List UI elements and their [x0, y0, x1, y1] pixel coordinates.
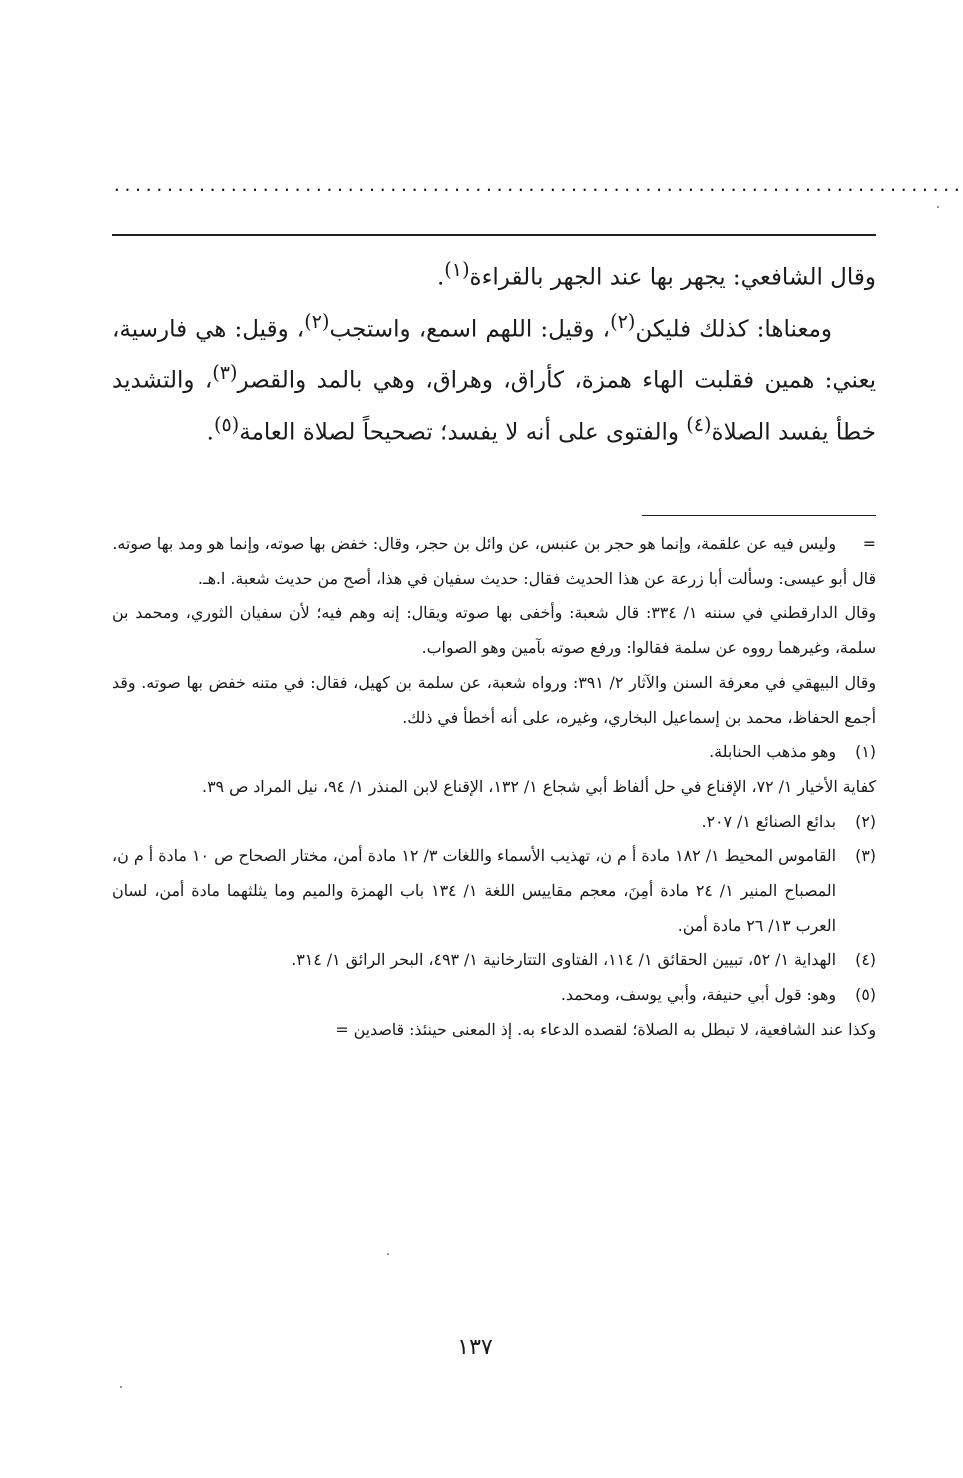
footnote-5: [112, 978, 876, 1047]
footnote-5-mark: (٥): [855, 985, 876, 1005]
main-paragraph-1: وقال الشافعي: يجهر بها عند الجهر بالقراءة$^{(١)}$.: [436, 258, 876, 291]
footnote-2: [112, 805, 876, 840]
footnote-4-mark: (٤): [855, 950, 876, 970]
footnote-5-p2: وكذا عند الشافعية، لا تبطل به الصلاة؛ لقصده الدعاء به. إذ المعنى حينئذ: قاصدين =: [335, 1019, 876, 1039]
footnote-continuation-p3: وقال الدارقطني في سننه ١/ ٣٣٤: قال شعبة: وأخفى بها صوته ويقال: إنه وهم فيه؛ لأن سفيان الثوري، ومحمد بن سلمة، وغيرهما رووه عن سلمة فقالوا: ورفع صوته بآمين وهو الصواب.: [112, 603, 876, 658]
footnote-separator-rule: [642, 515, 876, 516]
footnote-continuation-text: وليس فيه عن علقمة، وإنما هو حجر بن عنبس، عن وائل بن حجر، وقال: خفض بها صوته، وإنما هو ومد بها صوته.: [112, 534, 836, 553]
footnote-continuation: [112, 527, 876, 735]
footnote-ref-2[interactable]: (٢): [610, 309, 636, 333]
footnote-4-text: الهداية ١/ ٥٢، تبيين الحقائق ١/ ١١٤، الفتاوى التتارخانية ١/ ٤٩٣، البحر الرائق ١/ ٣١٤.: [291, 950, 836, 970]
footnote-2-text: بدائع الصنائع ١/ ٢٠٧.: [701, 811, 836, 831]
footnote-3-text: القاموس المحيط ١/ ١٨٢ مادة أ م ن، تهذيب الأسماء واللغات ٣/ ١٢ مادة أمن، مختار الصحاح ص ١٠ مادة أ م ن، المصباح المنير ١/ ٢٤ مادة أمِنَ، معجم مقاييس اللغة ١/ ١٣٤ باب الهمزة والميم وما يثلثهما مادة أمن، لسان العرب ١٣/ ٢٦ مادة أمن.: [112, 846, 837, 935]
footnote-3-mark: (٣): [855, 846, 876, 866]
footnote-5-text: وهو: قول أبي حنيفة، وأبي يوسف، ومحمد.: [560, 985, 836, 1005]
footnote-continuation-p2: قال أبو عيسى: وسألت أبا زرعة عن هذا الحديث فقال: حديث سفيان في هذا، أصح من حديث شعبة. ا.هـ.: [197, 568, 876, 588]
footnote-4: [112, 943, 876, 978]
footnote-1-mark: (١): [855, 742, 876, 762]
page-number: ١٣٧: [457, 1335, 493, 1360]
dotted-separator: ................................................................................: [112, 176, 963, 195]
footnote-1-p2: كفاية الأخيار ١/ ٧٢، الإقناع في حل ألفاظ أبي شجاع ١/ ١٣٢، الإقناع لابن المنذر ١/ ٩٤، نيل المراد ص ٣٩.: [202, 776, 876, 796]
footnote-ref-1[interactable]: (١): [444, 258, 470, 281]
footnote-ref-3[interactable]: (٣): [212, 361, 238, 385]
footnote-3: [112, 839, 876, 943]
footnote-ref-5[interactable]: (٥): [213, 412, 240, 436]
footnote-ref-2b[interactable]: (٢): [304, 309, 330, 333]
main-paragraph-2: ومعناها: كذلك فليكن$^{(٢)}$، وقيل: اللهم اسمع، واستجب$^{(٢)}$، وقيل: هي فارسية، يعني: همين فقلبت الهاء همزة، كأراق، وهراق، وهي بالمد والقصر$^{(٣)}$، والتشديد خطأ يفسد الصلاة$^{(٤)}$ والفتوى على أنه لا يفسد؛ تصحيحاً لصلاة العامة$^{(٥)}$.: [112, 309, 876, 446]
scan-speck: [387, 1253, 389, 1255]
scan-speck: [937, 206, 939, 208]
footnote-continuation-p4: وقال البيهقي في معرفة السنن والآثار ٢/ ٣٩١: ورواه شعبة، عن سلمة بن كهيل، فقال: في متنه خفض بها صوته. وقد أجمع الحفاظ، محمد بن إسماعيل البخاري، وغيره، على أنه أخطأ في ذلك.: [112, 672, 876, 727]
footnote-1: [112, 735, 876, 804]
header-rule: [112, 234, 876, 236]
footnote-1-text: وهو مذهب الحنابلة.: [709, 742, 836, 762]
continuation-marker: =: [862, 534, 876, 553]
main-text: [112, 248, 876, 455]
scan-speck: [120, 1386, 122, 1388]
footnote-2-mark: (٢): [855, 811, 876, 831]
footnotes: [112, 527, 876, 1048]
footnote-ref-4[interactable]: (٤): [686, 412, 712, 436]
